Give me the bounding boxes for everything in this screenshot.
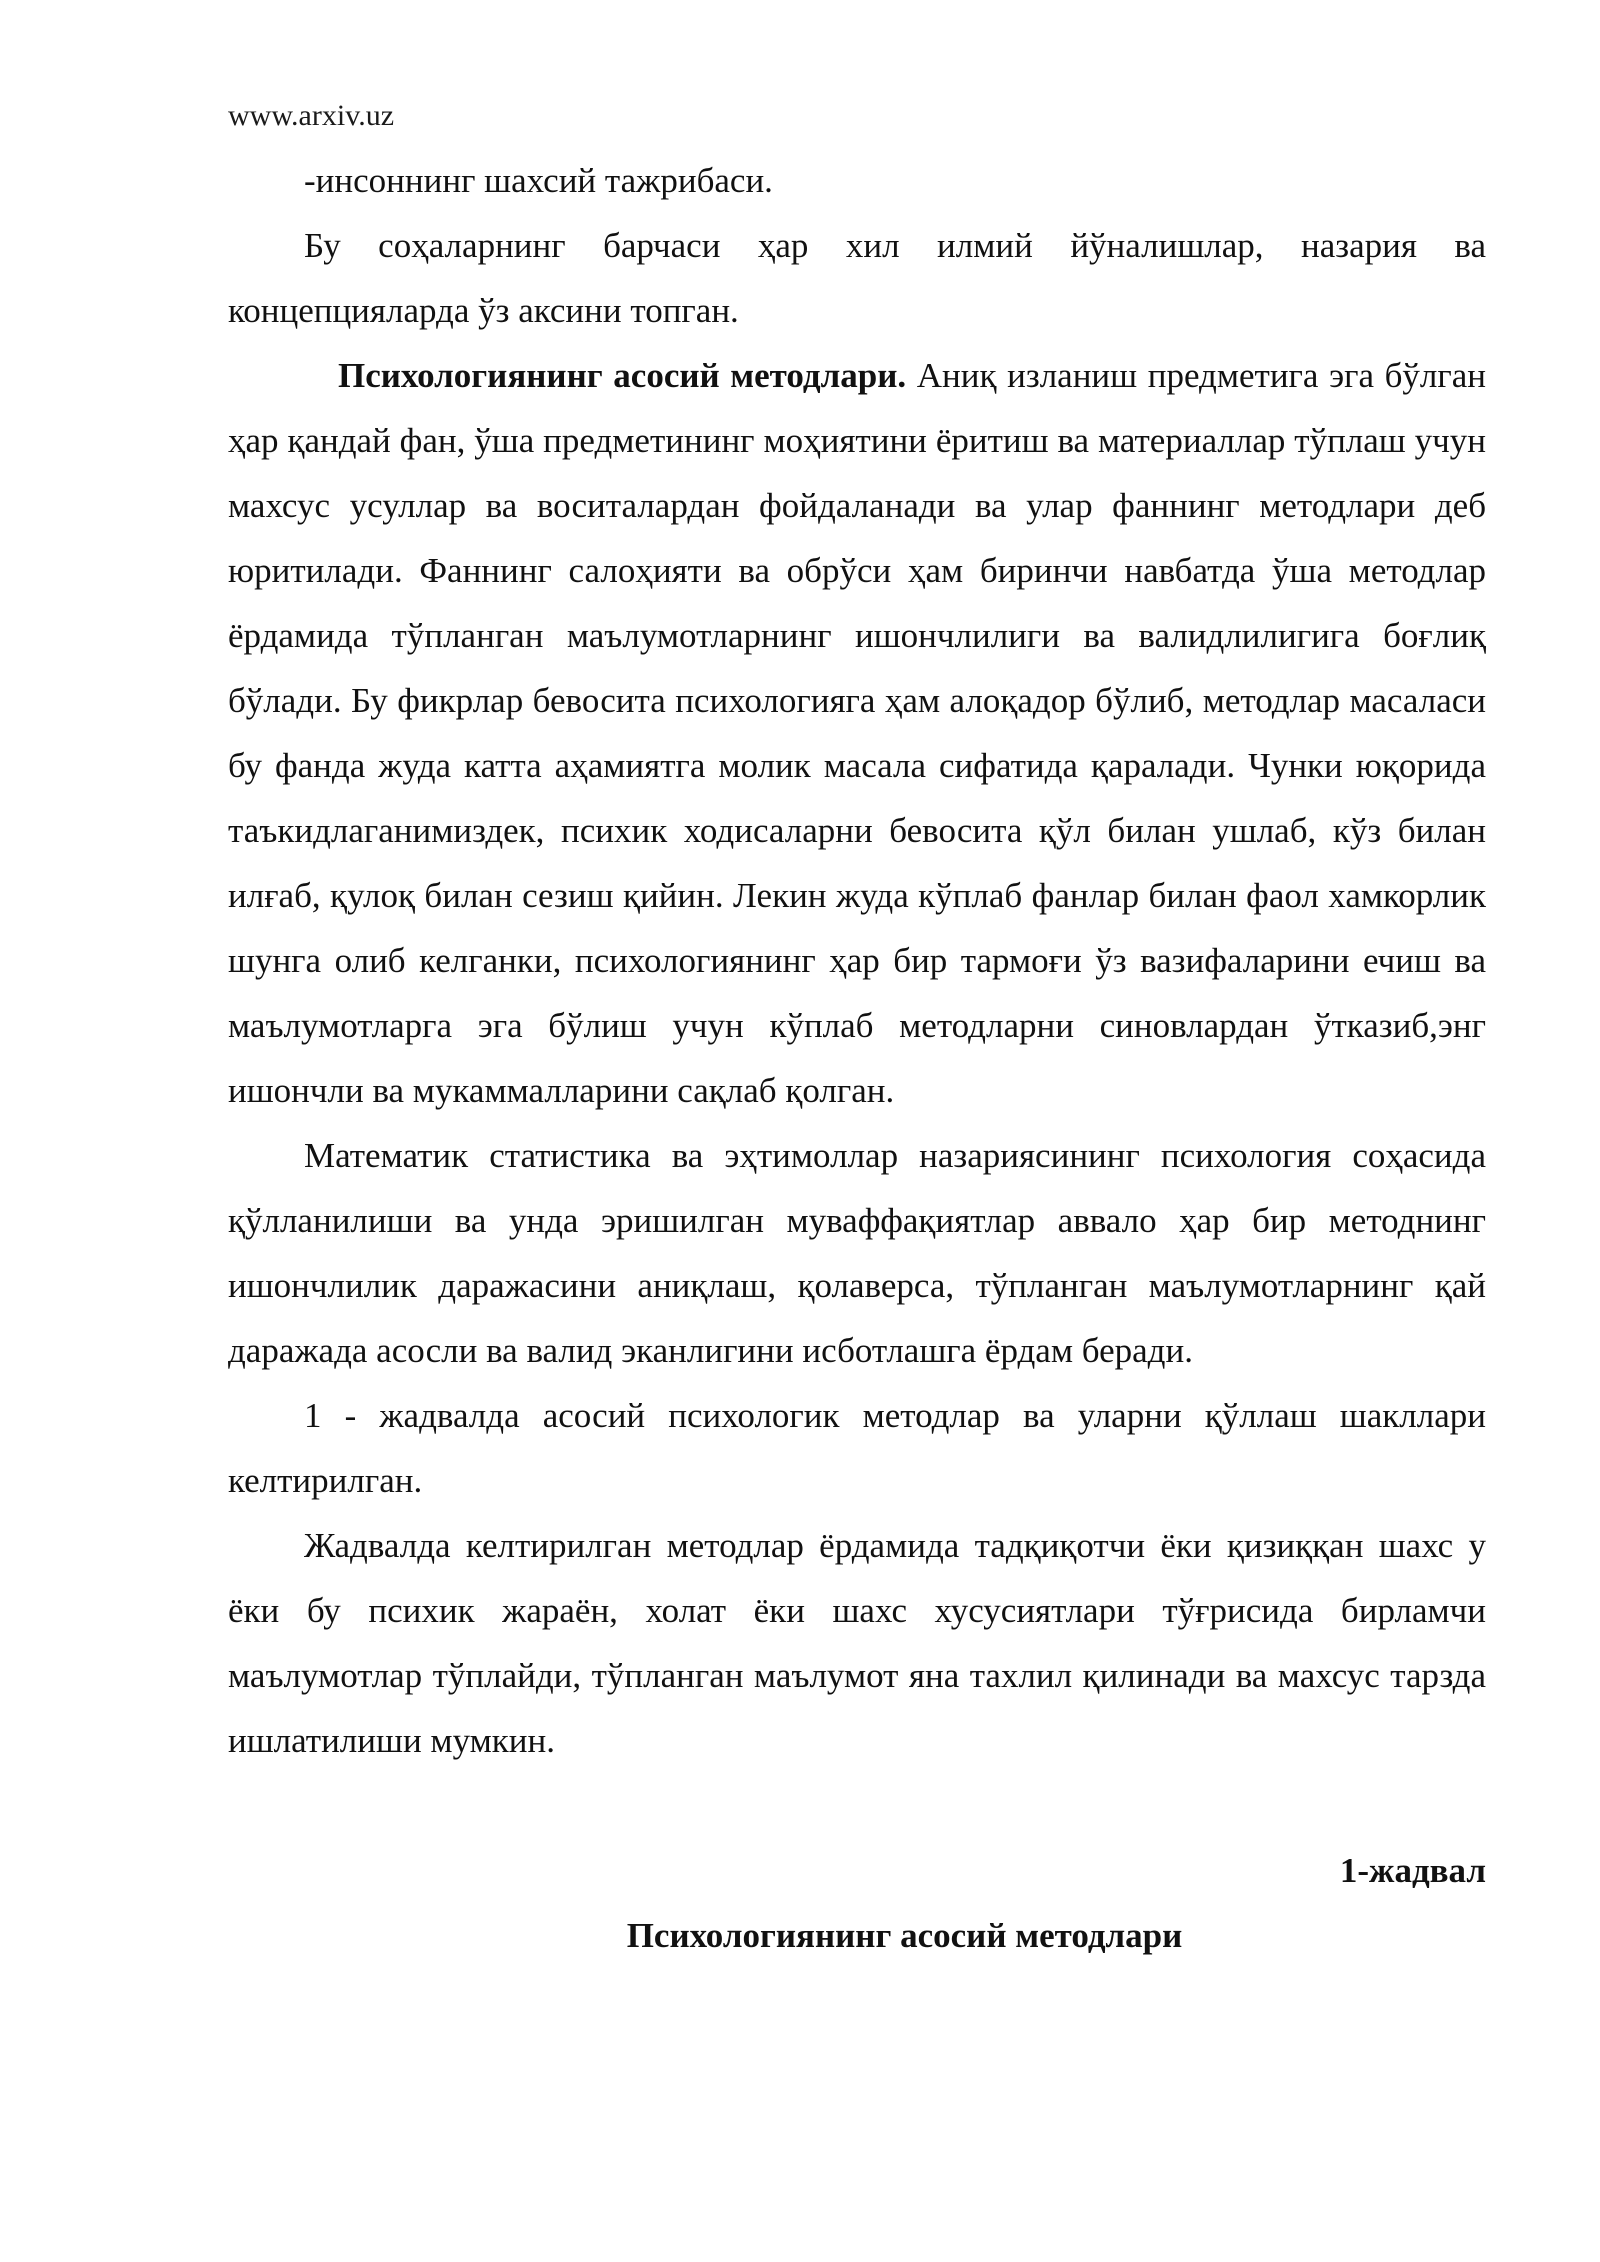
- table-number: 1-жадвал: [1339, 1851, 1486, 1890]
- paragraph-personal-experience: -инсоннинг шахсий тажрибаси.: [304, 161, 773, 200]
- document-body: [228, 148, 1486, 1968]
- paragraph-table-reference: 1 - жадвалда асосий психологик методлар ва уларни қўллаш шакллари келтирилган.: [228, 1396, 1486, 1500]
- paragraph-table-methods: Жадвалда келтирилган методлар ёрдамида тадқиқотчи ёки қизиққан шахс у ёки бу психик жараён, холат ёки шахс хусусиятлари тўғрисида бирламчи маълумотлар тўплайди, тўпланган маълумот яна тахлил қилинади ва махсус тарзда ишлатилиши мумкин.: [228, 1526, 1486, 1760]
- section-heading: Психологиянинг асосий методлари.: [338, 356, 907, 395]
- paragraph-methods: [228, 343, 1486, 1123]
- spacer: [228, 1773, 1486, 1838]
- site-url: www.arxiv.uz: [228, 99, 395, 132]
- paragraph-methods-text: Аниқ изланиш предметига эга бўлган ҳар қандай фан, ўша предметининг моҳиятини ёритиш ва материаллар тўплаш учун махсус усуллар ва воситалардан фойдаланади ва улар фаннинг методлари деб юритилади. Фаннинг салоҳияти ва обрўси ҳам биринчи навбатда ўша методлар ёрдамида тўпланган маълумотларнинг ишончлилиги ва валидлилигига боғлиқ бўлади. Бу фикрлар бевосита психологияга ҳам алоқадор бўлиб, методлар масаласи бу фанда жуда катта аҳамиятга молик масала сифатида қаралади. Чунки юқорида таъкидлаганимиздек, психик ходисаларни бевосита қўл билан ушлаб, кўз билан илғаб, қулоқ билан сезиш қийин. Лекин жуда кўплаб фанлар билан фаол хамкорлик шунга олиб келганки, психологиянинг ҳар бир тармоғи ўз вазифаларини ечиш ва маълумотларга эга бўлиш учун кўплаб методларни синовлардан ўтказиб,энг ишончли ва мукаммалларини сақлаб қолган.: [228, 356, 1487, 1110]
- table-title: Психологиянинг асосий методлари: [626, 1916, 1183, 1955]
- paragraph-fields: Бу соҳаларнинг барчаси ҳар хил илмий йўналишлар, назария ва концепцияларда ўз аксини топган.: [228, 226, 1486, 330]
- paragraph-statistics: Математик статистика ва эҳтимоллар назариясининг психология соҳасида қўлланилиши ва унда эришилган муваффақиятлар аввало ҳар бир методнинг ишончлилик даражасини аниқлаш, қолаверса, тўпланган маълумотларнинг қай даражада асосли ва валид эканлигини исботлашга ёрдам беради.: [228, 1136, 1486, 1370]
